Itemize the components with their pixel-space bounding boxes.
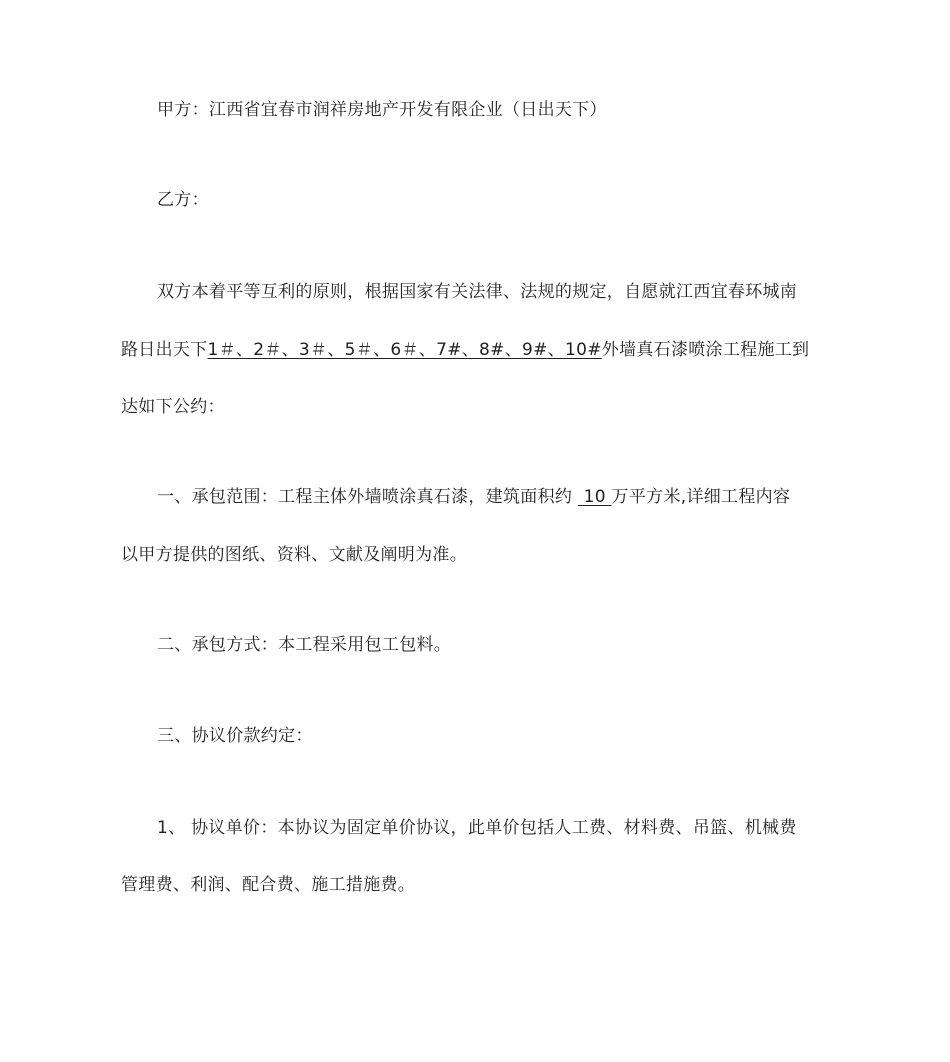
building-numbers: 1＃、2＃、3＃、5＃、6＃、7#、8#、9#、10# (207, 340, 602, 360)
intro-line-1: 双方本着平等互利的原则，根据国家有关法律、法规的规定，自愿就江西宜春环城南 (157, 282, 798, 302)
section-3-line: 三、协议价款约定： (157, 726, 313, 746)
intro-line-2 (121, 339, 809, 361)
item-1-line-2: 管理费、利润、配合费、施工措施费。 (121, 875, 416, 895)
intro-line-3: 达如下公约： (121, 397, 225, 417)
intro-line-2-suffix: 外墙真石漆喷涂工程施工到 (601, 340, 810, 360)
area-value: 10 (577, 487, 612, 507)
intro-line-2-prefix: 路日出天下 (121, 340, 208, 360)
section-1-suffix: 万平方米,详细工程内容 (611, 487, 791, 507)
item-1-line-1: 1、 协议单价：本协议为固定单价协议，此单价包括人工费、材料费、吊篮、机械费 (157, 818, 797, 838)
section-1-prefix: 一、承包范围：工程主体外墙喷涂真石漆，建筑面积约 (157, 487, 578, 507)
section-1-line-1 (157, 486, 790, 508)
party-a-line: 甲方：江西省宜春市润祥房地产开发有限企业（日出天下） (157, 100, 607, 120)
section-2-line: 二、承包方式：本工程采用包工包料。 (157, 635, 452, 655)
section-1-line-2: 以甲方提供的图纸、资料、文献及阐明为准。 (121, 545, 467, 565)
party-b-line: 乙方： (157, 190, 209, 210)
